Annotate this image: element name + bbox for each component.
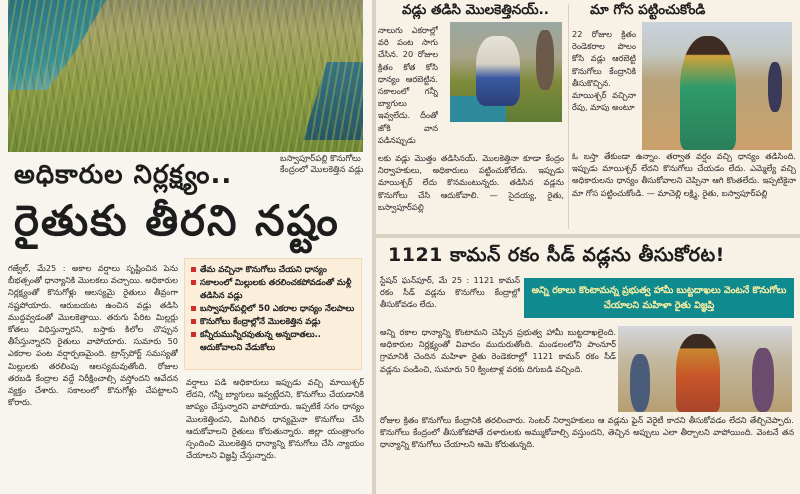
person-figure <box>536 30 554 90</box>
seed-paddy-headline: 1121 కామన్‌ రకం సీడ్‌ వడ్లను తీసుకోరట! <box>388 244 725 266</box>
story1-title: వడ్లు తడిసి మొలకెత్తినయ్‌.. <box>402 2 549 18</box>
story2-signature: — మాచెల్లి లక్ష్మి, రైతు, బస్వాపూర్‌పల్లి <box>646 187 768 198</box>
story2-title: మా గోస పట్టించుకోండి <box>590 2 706 18</box>
story1-signature: — సైదయ్య, రైతు, బస్వాపూర్‌పల్లి <box>378 189 564 212</box>
highlight-item: సకాలంలో మిల్లులకు తరలించకపోవడంతో మళ్లీ తడిసిన వడ్లు <box>191 276 355 302</box>
person-figure <box>630 354 650 412</box>
bullet-square-icon <box>191 332 196 337</box>
article-kicker: అధికారుల నిర్లక్ష్యం.. <box>14 160 233 190</box>
sprouted-grain-texture <box>8 0 363 152</box>
photo-caption: బస్వాపూర్‌పల్లి కొనుగోలు కేంద్రంలో మొలకెత్తిన వడ్లు <box>280 154 364 175</box>
seed-paddy-column: అన్ని రకాల ధాన్యాన్ని కొంటామని చెప్పిన ప్రభుత్వ హామీ బుట్టదాఖలైంది. అధికారుల నిర్లక్ష్యంతో వివాదం ముదురుతోంది. మండలంలోని పాంనూర్‌ గ్రామానికి చెందిన మహిళా రైతు రెండెకరాల్లో 1121 కామన్‌ రకం సీడ్‌ వడ్లను పండించి, సుమారు 50 క్వింటాళ్ల వరకు దిగుబడి వచ్చింది. <box>380 327 616 374</box>
story1-column: నాలుగు ఎకరాల్లో వరి పంట సాగు చేసిన. 20 రోజుల క్రితం కోత కోసి ధాన్యం ఆరబెట్టిన. సకాలంలో గన్నీ బ్యాగులు ఇవ్వలేదు. దీంతో జోకి వాన పడినప్పుడు <box>378 25 438 145</box>
rotting-grain-photo <box>8 0 363 152</box>
seed-paddy-intro: స్టేషన్‌ ఘన్‌పూర్‌, మే 25 : 1121 కామన్‌ రకం సీడ్‌ వడ్లను కొనుగోలు కేంద్రాల్లో తీసుకోవడం లేదు. <box>380 275 520 310</box>
woman-farmer-figure <box>680 36 736 150</box>
seed-paddy-highlight: అన్ని రకాలు కొంటామన్న ప్రభుత్వ హామీ బుట్టదాఖలు వెంటనే కొనుగోలు చేయాలని మహిళా రైతు విజ్ఞప్తి <box>524 278 794 318</box>
article-column: వర్షాలు పడి అధికారులు ఇప్పుడు వచ్చి మాయిశ్చర్‌ లేదని, గన్నీ బ్యాగులు ఇవ్వట్లేదని, కొనుగోలు చేయడానికి జాప్యం చేస్తున్నారని వాపోయారు. ఇప్పటికే సగం ధాన్యం మొలకెత్తిందని, మిగిలిన ధాన్యమైనా కొనుగోలు చేసి ఆదుకోవాలని రైతులు కోరుతున్నారు. జిల్లా యంత్రాంగం స్పందించి మొలకెత్తిన ధాన్యాన్ని కొనుగోలు చేసి న్యాయం చేయాలని విజ్ఞప్తి చేస్తున్నారు. <box>186 377 364 461</box>
right-articles <box>376 0 800 494</box>
person-figure <box>768 62 782 112</box>
article-headline: రైతుకు తీరని నష్టం <box>14 196 340 245</box>
story2-body: ఓ బస్తా తేకుండా ఉన్నాం. తర్వాత వర్షం వచ్చి ధాన్యం తడిసింది. ఇప్పుడు మాయిశ్చర్‌ లేదని కొనుగోలు చేయడం లేదు. ఎమ్మెల్యే వచ్చి అధికారులను ధాన్యం తీసుకోవాలని చెప్పినా ఆగి కొంతలేదు. ఇప్పటికైనా మా గోస పట్టించుకోండి. — మాచెల్లి లక్ష్మి, రైతు, బస్వాపూర్‌పల్లి <box>572 151 796 198</box>
highlights-box <box>184 258 362 370</box>
story-divider <box>568 4 569 229</box>
left-article <box>0 0 372 494</box>
seed-paddy-footer: రోజుల క్రితం కొనుగోలు కేంద్రానికి తరలించారు. సెంటర్‌ నిర్వాహకులు ఆ వడ్లను ఫైన్‌ వెరైటీ కాదని తీసుకోవడం లేదని తేల్చిచెప్పారు. కొనుగోలు కేంద్రంలో తీసుకోకపోతే దళారులకు అమ్ముకోవాల్సి వస్తుందని, తెచ్చిన అప్పులు ఎలా తీర్చాలని వాపోయింది. వెంటనే తన ధాన్యాన్ని కొనుగోలు చేయాలని ఆమె కోరుతున్నది. <box>380 415 794 450</box>
bullet-square-icon <box>191 267 196 272</box>
person-figure <box>752 348 774 412</box>
bullet-square-icon <box>191 280 196 285</box>
farmer-photo <box>450 22 562 122</box>
story2-column: 22 రోజుల క్రితం రెండెకరాల పొలం కోసి వడ్లు ఆరబెట్టి కొనుగోలు కేంద్రానికి తీసుకొచ్చిన. మాయిశ్చర్‌ వచ్చినా రేపు, మాపు అంటూ <box>572 29 636 113</box>
woman-farmer-photo <box>642 22 792 150</box>
woman-farmer-figure <box>676 334 720 412</box>
highlight-item: తేమ వచ్చినా కొనుగోలు చేయని ధాన్యం <box>191 263 355 276</box>
highlight-item: బస్వాపూర్‌పల్లిలో 50 ఎకరాల ధాన్యం నేలపాలు <box>191 302 355 315</box>
bullet-square-icon <box>191 306 196 311</box>
woman-farmer-group-photo <box>618 326 792 412</box>
highlight-item: కొనుగోలు కేంద్రాల్లోనే మొలకెత్తిన వడ్లు <box>191 315 355 328</box>
highlight-item: కన్నీరుమున్నీరవుతున్న అన్నదాతలు.. ఆదుకోవాలని వేడుకోలు <box>191 328 355 354</box>
article-column: గజ్వేల్‌, మే25 : అకాల వర్షాలు సృష్టించిన పెను బీభత్సంతో ధాన్యానికి మొలకలు వచ్చాయి. అధికారుల నిర్లక్ష్యంతో కొనుగోళ్లు ఆలస్యమై రైతులు తీవ్రంగా నష్టపోయారు. ఆరుబయట ఉంచిన వడ్లు తడిసి ముద్దవ్వడంతో మొలకెత్తాయి. తరుగు పేరిట మిల్లర్లు కోతలు విధిస్తున్నారని, బస్తాకు కిలోల చొప్పున తీసేస్తున్నారని రైతులు వాపోయారు. సుమారు 50 ఎకరాల పంట వర్షార్పణమైంది. ట్రాన్స్‌పోర్ట్‌ సమస్యతో మిల్లులకు తరలింపు ఆలస్యమవుతోంది. రోజుల తరబడి కేంద్రాల వద్దే నిరీక్షించాల్సి వస్తోందని ఆవేదన వ్యక్తం చేశారు. సకాలంలో కొనుగోళ్లు చేపట్టాలని కోరారు. <box>8 263 178 408</box>
story1-body: లకు వడ్లు మొత్తం తడిసినయ్‌. మొలకెత్తినా కూడా కేంద్రం నిర్వాహకులు, అధికారులు పట్టించుకోలేదు. ఇప్పుడు మాయిశ్చర్‌ లేదు కొనమంటున్నరు. తడిసిన వడ్లను కొనుగోలు చేసి ఆదుకోవాలి. — సైదయ్య, రైతు, బస్వాపూర్‌పల్లి <box>378 153 564 212</box>
bullet-square-icon <box>191 319 196 324</box>
section-divider <box>376 234 800 238</box>
farmer-figure <box>476 36 520 106</box>
